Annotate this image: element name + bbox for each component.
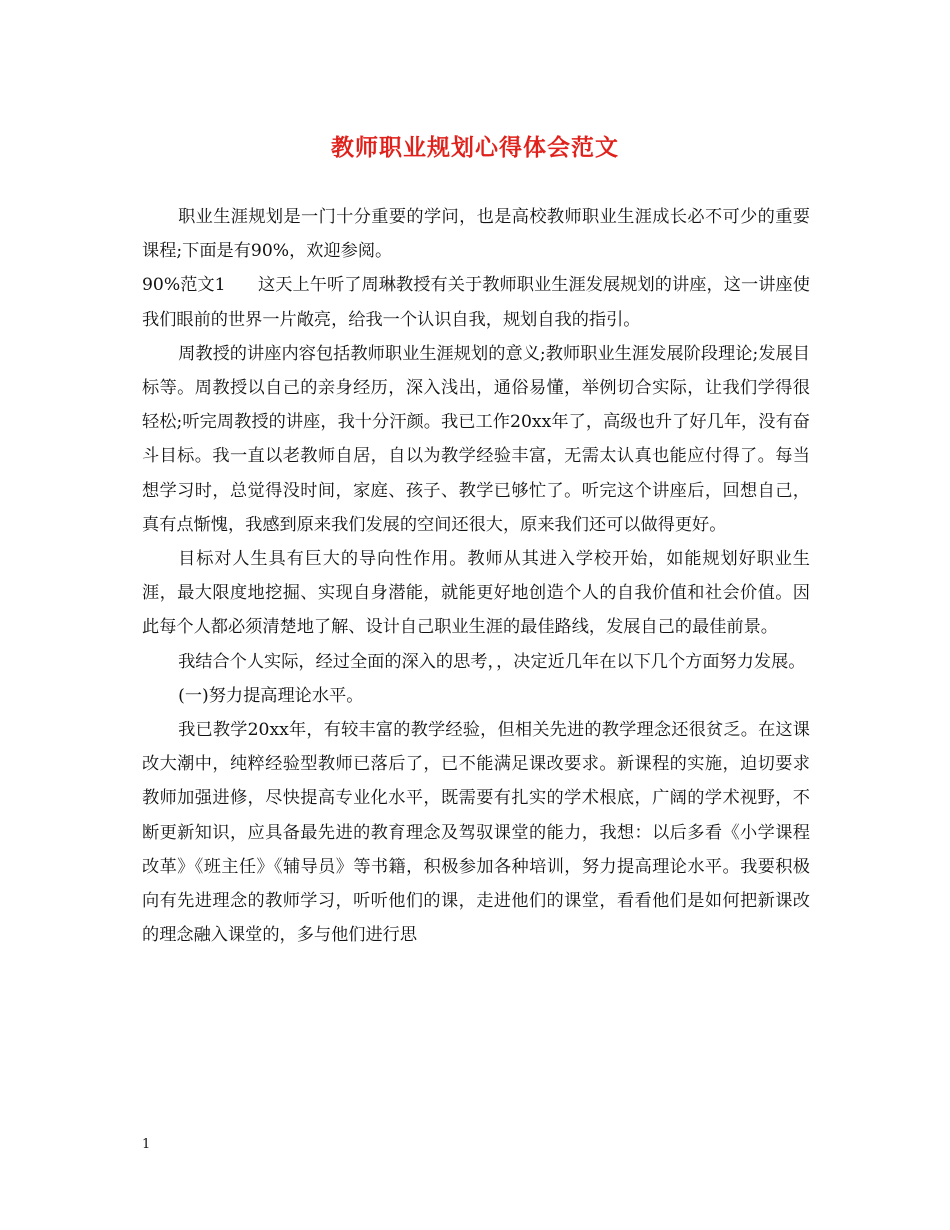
page-number: 1: [142, 1137, 151, 1152]
body-paragraph: 目标对人生具有巨大的导向性作用。教师从其进入学校开始，如能规划好职业生涯，最大限度地挖掘、实现自身潜能，就能更好地创造个人的自我价值和社会价值。因此每个人都必须清楚地了解、设计自己职业生涯的最佳路线，发展自己的最佳前景。: [142, 549, 810, 638]
body-paragraph: 周教授的讲座内容包括教师职业生涯规划的意义;教师职业生涯发展阶段理论;发展目标等。周教授以自己的亲身经历，深入浅出，通俗易懂，举例切合实际，让我们学得很轻松;听完周教授的讲座，我十分汗颜。我已工作20xx年了，高级也升了好几年，没有奋斗目标。我一直以老教师自居，自以为教学经验丰富，无需太认真也能应付得了。每当想学习时，总觉得没时间，家庭、孩子、教学已够忙了。听完这个讲座后，回想自己，真有点惭愧，我感到原来我们发展的空间还很大，原来我们还可以做得更好。: [142, 343, 810, 535]
sample-text: 这天上午听了周琳教授有关于教师职业生涯发展规划的讲座，这一讲座使我们眼前的世界一片敞亮，给我一个认识自我，规划自我的指引。: [142, 275, 810, 330]
body-paragraph: 我已教学20xx年，有较丰富的教学经验，但相关先进的教学理念还很贫乏。在这课改大潮中，纯粹经验型教师已落后了，已不能满足课改要求。新课程的实施，迫切要求教师加强进修，尽快提高专业化水平，既需要有扎实的学术根底，广阔的学术视野，不断更新知识，应具备最先进的教育理念及驾驭课堂的能力，我想：以后多看《小学课程改革》《班主任》《辅导员》等书籍，积极参加各种培训，努力提高理论水平。我要积极向有先进理念的教师学习，听听他们的课，走进他们的课堂，看看他们是如何把新课改的理念融入课堂的，多与他们进行思: [142, 720, 810, 946]
intro-paragraph: 职业生涯规划是一门十分重要的学问，也是高校教师职业生涯成长必不可少的重要课程;下面是有90%，欢迎参阅。: [142, 207, 810, 262]
body-paragraph: 我结合个人实际，经过全面的深入的思考，，决定近几年在以下几个方面努力发展。: [178, 651, 806, 672]
document-body: [142, 200, 810, 952]
sample-paragraph: [142, 268, 810, 336]
sample-label: 90%范文1: [142, 275, 226, 296]
document-title: 教师职业规划心得体会范文: [331, 134, 619, 161]
section-heading: (一)努力提高理论水平。: [178, 685, 364, 706]
